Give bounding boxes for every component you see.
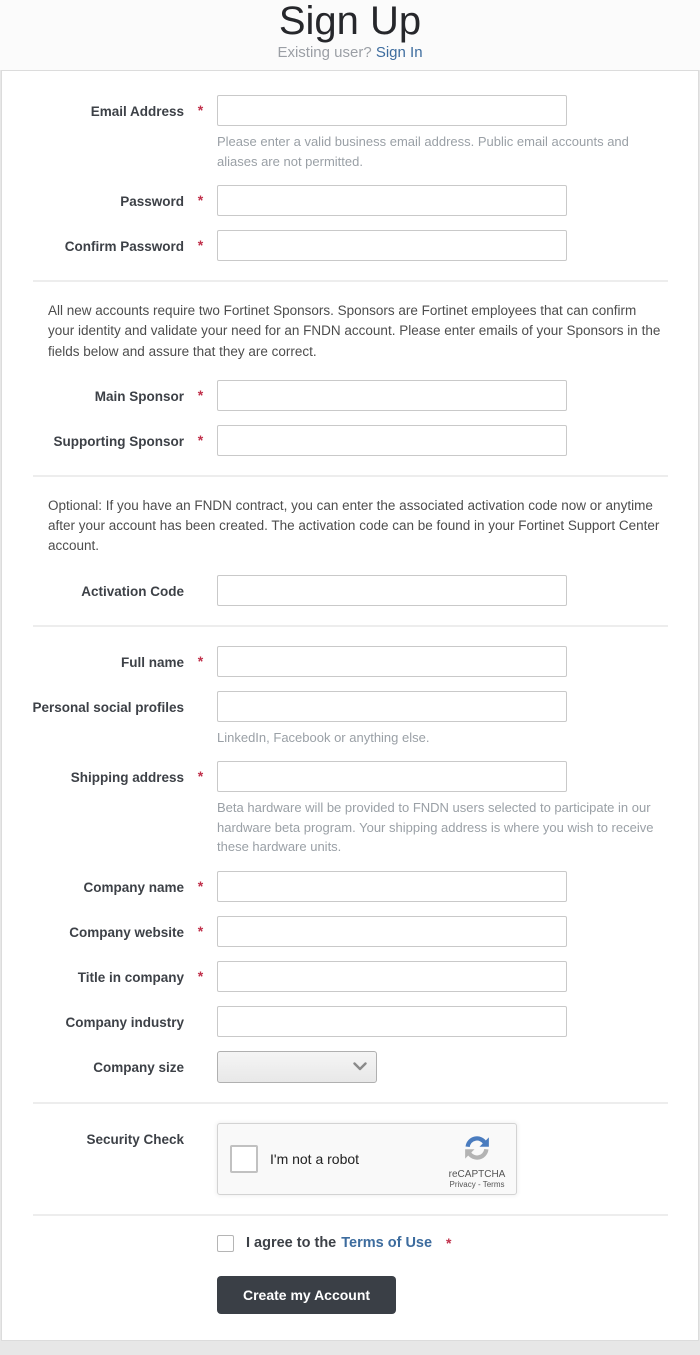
email-required-marker: * [197,102,204,118]
company-size-required-spacer [184,1051,217,1058]
confirm-password-label: Confirm Password [64,239,184,254]
signup-form-card [1,70,699,1341]
field-row-main-sponsor [2,380,698,411]
create-account-button[interactable]: Create my Account [217,1276,396,1314]
title-in-company-input[interactable] [217,961,567,992]
email-input[interactable] [217,95,567,126]
main-sponsor-required-marker: * [197,386,204,403]
field-row-email [2,95,698,171]
agree-checkbox[interactable] [217,1235,234,1252]
full-name-required-marker: * [197,652,204,669]
password-required-marker: * [197,192,204,208]
shipping-address-required-marker: * [197,768,204,784]
activation-code-required-spacer [184,575,217,582]
supporting-sponsor-required-marker: * [197,431,204,448]
company-industry-control [217,1006,668,1037]
company-website-input[interactable] [217,916,567,947]
confirm-password-control [217,230,668,261]
recaptcha-links-separator: - [477,1179,481,1189]
main-sponsor-label: Main Sponsor [94,388,184,404]
company-website-required-marker: * [197,922,204,939]
recaptcha-links [448,1180,506,1189]
confirm-password-required-marker: * [197,237,204,253]
section-divider [33,475,668,477]
field-row-title-in-company [2,961,698,992]
company-name-control [217,871,668,902]
recaptcha-terms-link[interactable]: Terms [482,1179,505,1189]
main-sponsor-control [217,380,668,411]
supporting-sponsor-input[interactable] [217,425,567,456]
email-label: Email Address [90,104,184,119]
company-size-control [217,1051,668,1083]
section-divider [33,280,668,282]
title-in-company-control [217,961,668,992]
recaptcha-logo-icon [462,1150,492,1167]
sign-in-link[interactable]: Sign In [375,44,423,61]
company-industry-label: Company industry [65,1014,184,1030]
recaptcha-badge [448,1129,506,1189]
company-size-select[interactable] [217,1051,377,1083]
password-input[interactable] [217,185,567,216]
activation-code-input[interactable] [217,575,567,606]
agree-text: I agree to the [246,1235,337,1251]
title-in-company-label: Title in company [77,969,184,985]
field-row-company-name [2,871,698,902]
social-profiles-input[interactable] [217,691,567,722]
main-sponsor-input[interactable] [217,380,567,411]
company-industry-required-spacer [184,1006,217,1013]
supporting-sponsor-control [217,425,668,456]
supporting-sponsor-label: Supporting Sponsor [53,433,184,449]
shipping-address-input[interactable] [217,761,567,792]
recaptcha-privacy-link[interactable]: Privacy [449,1179,476,1189]
sponsors-note: All new accounts require two Fortinet Sponsors. Sponsors are Fortinet employees that can confirm your identity and validate your need for an FNDN account. Please enter emails of your Sponsors in the fields below and assure that they are correct. [48,303,661,359]
security-check-label: Security Check [86,1131,184,1147]
title-in-company-required-marker: * [197,967,204,984]
social-profiles-control [217,691,668,748]
password-label: Password [120,194,184,209]
field-row-company-website [2,916,698,947]
page-header [0,0,700,70]
recaptcha-checkbox[interactable] [230,1145,258,1173]
field-row-confirm-password [2,230,698,261]
section-divider [33,1102,668,1104]
full-name-control [217,646,668,677]
email-control [217,95,668,171]
section-divider [33,625,668,627]
company-industry-input[interactable] [217,1006,567,1037]
full-name-input[interactable] [217,646,567,677]
social-profiles-help-text: LinkedIn, Facebook or anything else. [217,729,430,745]
field-row-password [2,185,698,216]
password-control [217,185,668,216]
shipping-address-help-text: Beta hardware will be provided to FNDN users selected to participate in our hardware beta program. Your shipping address is where you wish to receive these hardware units. [217,800,654,854]
field-row-full-name [2,646,698,677]
recaptcha-widget [217,1123,517,1195]
agree-required-marker: * [446,1235,452,1251]
confirm-password-input[interactable] [217,230,567,261]
agree-row [217,1235,668,1252]
shipping-address-label: Shipping address [70,770,184,785]
page-title: Sign Up [278,0,422,43]
existing-user-text: Existing user? [277,44,372,61]
field-row-activation-code [2,575,698,606]
recaptcha-brand-text: reCAPTCHA [448,1168,506,1180]
chevron-down-icon [353,1062,367,1071]
security-check-control [217,1123,668,1195]
email-help-text: Please enter a valid business email address. Public email accounts and aliases are not permitted. [217,134,629,169]
company-size-label: Company size [93,1059,184,1075]
field-row-security-check [2,1123,698,1195]
social-profiles-label: Personal social profiles [32,699,184,715]
subtitle [0,44,700,61]
section-divider [33,1214,668,1216]
field-row-social-profiles [2,691,698,748]
company-website-label: Company website [69,924,184,940]
activation-code-label: Activation Code [81,583,184,599]
company-website-control [217,916,668,947]
company-name-label: Company name [83,879,184,895]
field-row-shipping-address [2,761,698,857]
activation-note: Optional: If you have an FNDN contract, you can enter the associated activation code now or anytime after your account has been created. The activation code can be found in your Fortinet Support Center account. [48,497,660,554]
recaptcha-left [230,1145,359,1173]
activation-code-control [217,575,668,606]
full-name-label: Full name [120,654,184,670]
terms-of-use-link[interactable]: Terms of Use [341,1235,433,1251]
social-profiles-required-spacer [184,691,217,698]
recaptcha-checkbox-label: I'm not a robot [270,1150,360,1167]
field-row-supporting-sponsor [2,425,698,456]
company-name-input[interactable] [217,871,567,902]
security-check-required-spacer [184,1123,217,1130]
shipping-address-control [217,761,668,857]
company-name-required-marker: * [197,877,204,894]
field-row-company-industry [2,1006,698,1037]
field-row-company-size [2,1051,698,1083]
